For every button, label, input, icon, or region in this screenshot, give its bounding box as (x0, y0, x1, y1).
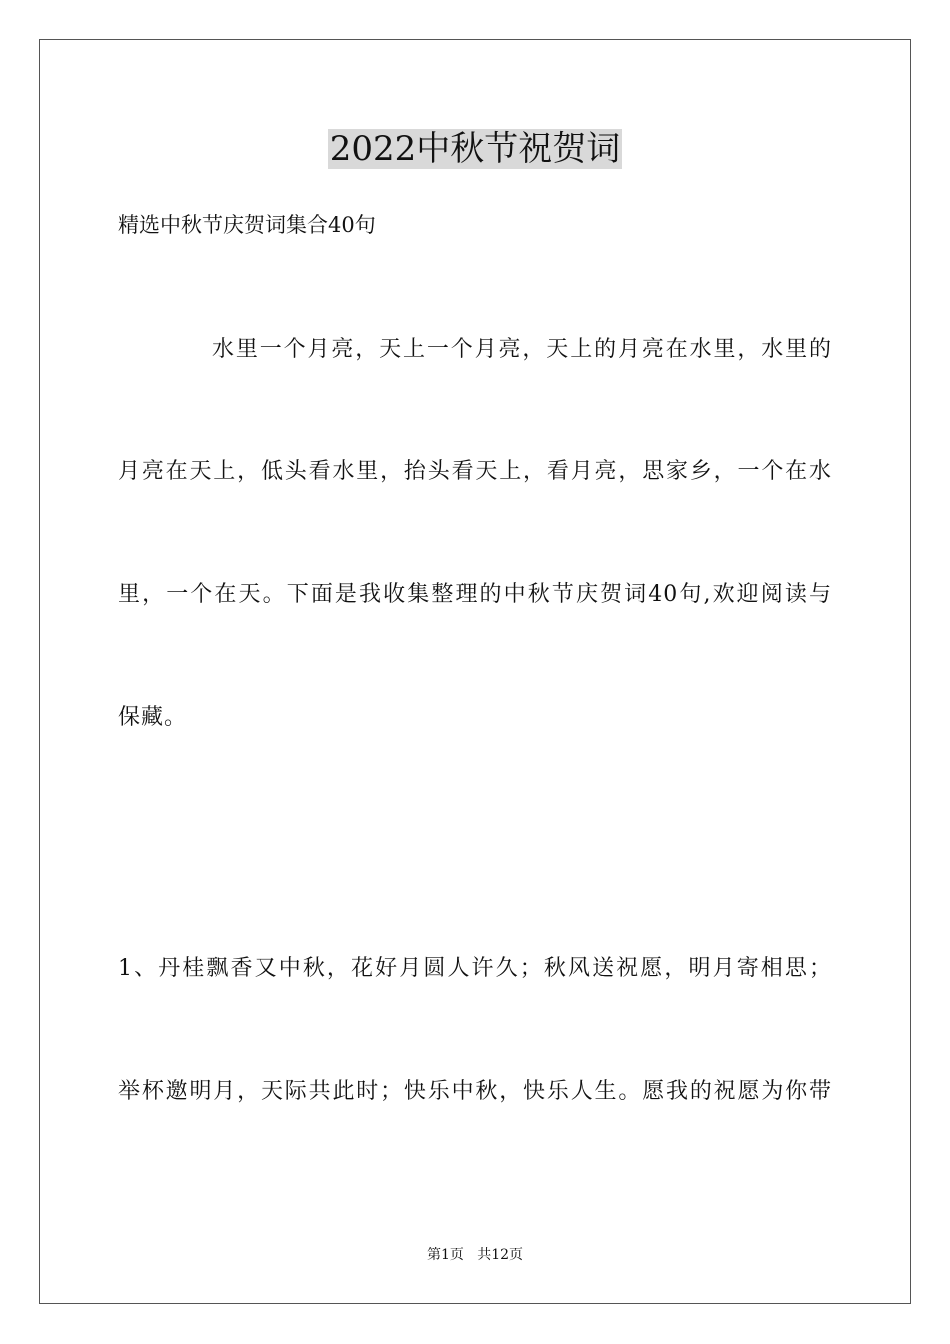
item-line-1: 1、丹桂飘香又中秋，花好月圆人许久；秋风送祝愿，明月寄相思； (118, 956, 832, 981)
intro-line-1: 水里一个月亮，天上一个月亮，天上的月亮在水里，水里的 (212, 337, 832, 362)
intro-line-3: 里，一个在天。下面是我收集整理的中秋节庆贺词40句,欢迎阅读与 (118, 582, 832, 607)
intro-line-2: 月亮在天上，低头看水里，抬头看天上，看月亮，思家乡，一个在水 (118, 459, 832, 484)
document-subtitle: 精选中秋节庆贺词集合40句 (118, 213, 376, 237)
intro-line-4: 保藏。 (118, 705, 188, 730)
page-number-footer: 第1页 共12页 (426, 1247, 524, 1263)
document-title-text: 2022中秋节祝贺词 (329, 129, 621, 169)
item-line-2: 举杯邀明月，天际共此时；快乐中秋，快乐人生。愿我的祝愿为你带 (118, 1079, 832, 1104)
document-title (0, 127, 950, 171)
